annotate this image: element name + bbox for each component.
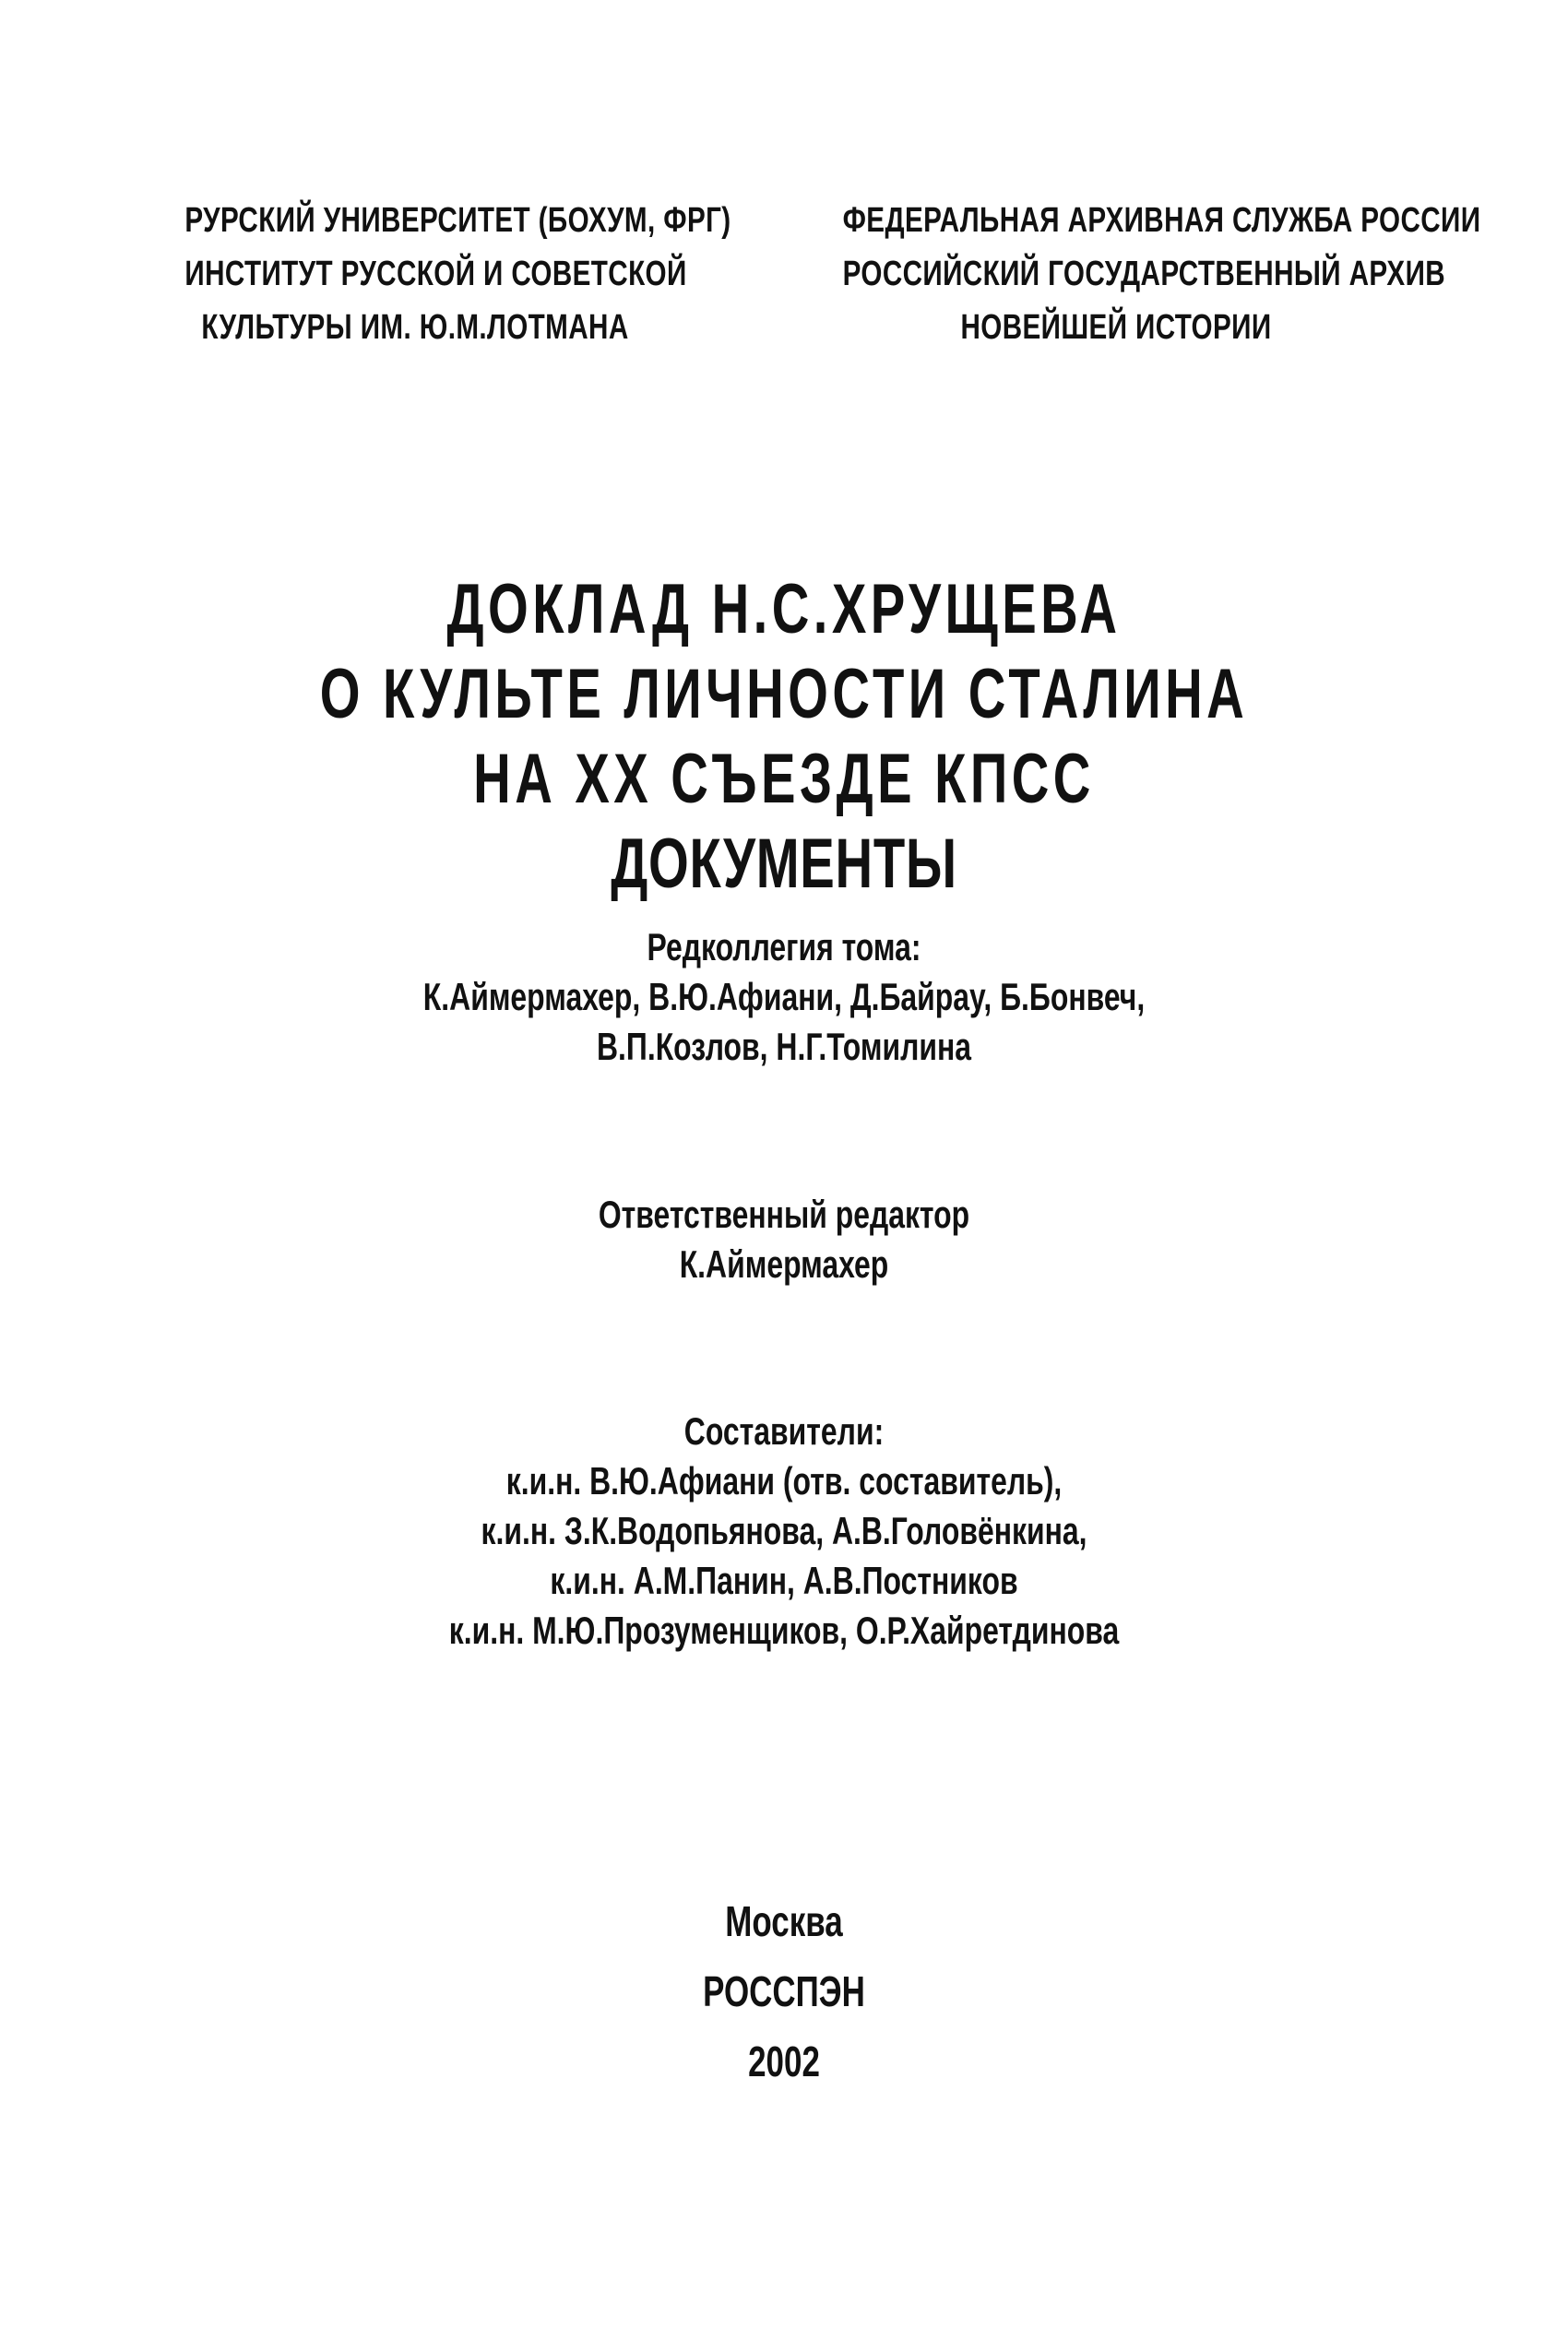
compilers-label: Составители: [683,1409,885,1453]
book-title [0,567,1568,907]
compilers-line: к.и.н. З.К.Водопьянова, А.В.Головёнкина, [481,1509,1087,1552]
header-left-line: КУЛЬТУРЫ ИМ. Ю.М.ЛОТМАНА [201,308,629,347]
title-line: НА XX СЪЕЗДЕ КПСС [473,740,1095,818]
header-left-line: ИНСТИТУТ РУССКОЙ И СОВЕТСКОЙ [184,255,687,293]
header [0,194,1568,378]
title-line: ДОКЛАД Н.С.ХРУЩЕВА [446,570,1122,648]
imprint-year: 2002 [748,2037,820,2085]
editorial-board [0,922,1568,1072]
imprint-city: Москва [725,1897,843,1945]
header-right-line: РОССИЙСКИЙ ГОСУДАРСТВЕННЫЙ АРХИВ [842,255,1446,293]
imprint-publisher: РОССПЭН [703,1967,865,2015]
editorial-board-members: В.П.Козлов, Н.Г.Томилина [596,1025,972,1068]
title-line: ДОКУМЕНТЫ [611,825,957,903]
title-line: О КУЛЬТЕ ЛИЧНОСТИ СТАЛИНА [319,655,1249,733]
responsible-editor-label: Ответственный редактор [598,1193,970,1236]
compilers-line: к.и.н. А.М.Панин, А.В.Постников [550,1559,1018,1602]
header-right-line: НОВЕЙШЕЙ ИСТОРИИ [960,308,1272,347]
header-right-institution [766,194,1481,354]
header-left-institution [120,194,731,354]
editorial-board-members: К.Аймермахер, В.Ю.Афиани, Д.Байрау, Б.Бонвеч, [422,975,1146,1018]
editorial-board-label: Редколлегия тома: [647,925,921,968]
compilers-line: к.и.н. М.Ю.Прозуменщиков, О.Р.Хайретдинова [448,1609,1120,1652]
header-right-line: ФЕДЕРАЛЬНАЯ АРХИВНАЯ СЛУЖБА РОССИИ [842,201,1481,240]
responsible-editor [0,1190,1568,1289]
compilers-line: к.и.н. В.Ю.Афиани (отв. составитель), [505,1459,1063,1503]
imprint [0,1886,1568,2097]
compilers [0,1407,1568,1656]
responsible-editor-name: К.Аймермахер [679,1242,889,1286]
header-left-line: РУРСКИЙ УНИВЕРСИТЕТ (БОХУМ, ФРГ) [184,201,731,240]
